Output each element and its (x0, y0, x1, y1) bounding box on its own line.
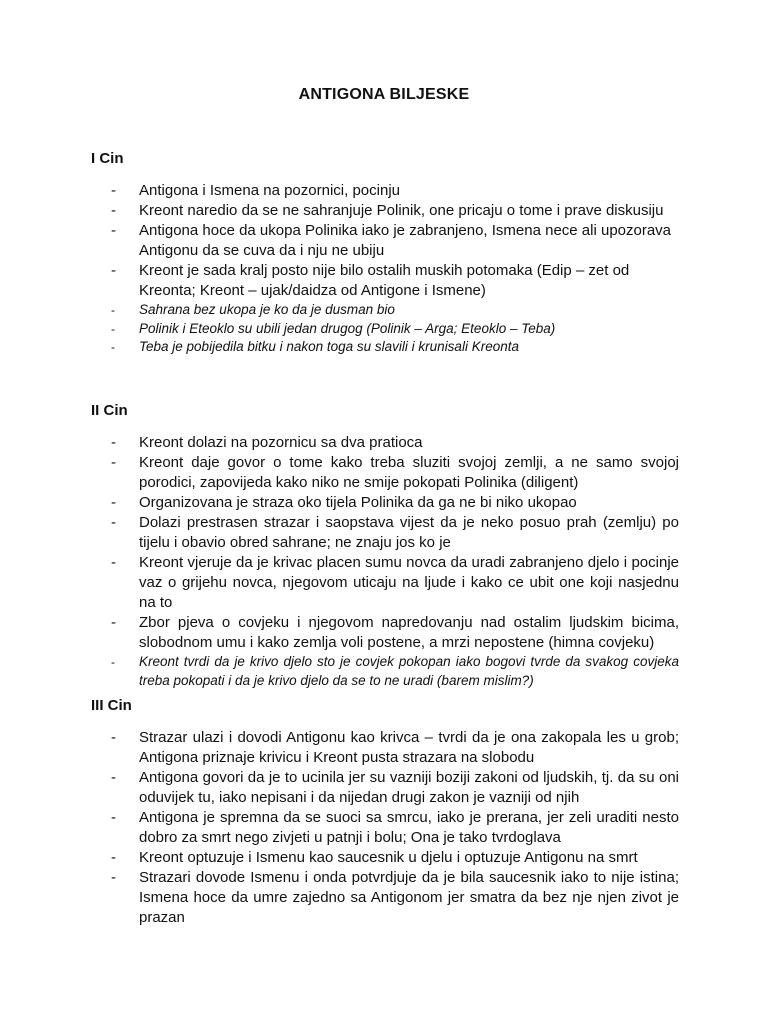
bullet-dash: - (111, 321, 115, 336)
bullet-dash: - (111, 769, 116, 786)
bullet-dash: - (111, 554, 116, 571)
list-item (111, 338, 679, 357)
list-item (111, 613, 679, 653)
bullet-dash: - (111, 182, 116, 199)
list-item-text: Antigona i Ismena na pozornici, pocinju (139, 182, 400, 199)
list-item (111, 201, 679, 221)
bullet-dash: - (111, 655, 115, 669)
list-item (111, 868, 679, 928)
list-item-text: Kreont tvrdi da je krivo djelo sto je covjek pokopan iako bogovi tvrde da svakog covjeka treba pokopati i da je krivo djelo da se to ne uradi (barem mislim?) (139, 654, 679, 688)
list-item (111, 181, 679, 201)
bullet-dash: - (111, 514, 116, 531)
bullet-dash: - (111, 494, 116, 511)
list-item-text: Kreont daje govor o tome kako treba sluziti svojoj zemlji, a ne samo svojoj porodici, zapovijeda kako niko ne smije pokopati Polinika (diligent) (139, 454, 679, 491)
list-item (111, 320, 679, 339)
bullet-dash: - (111, 849, 116, 866)
list-item-text: Antigona hoce da ukopa Polinika iako je zabranjeno, Ismena nece ali upozorava Antigonu da se cuva da i nju ne ubiju (139, 222, 672, 259)
section-2-list (111, 433, 679, 690)
section-heading-3: III Cin (91, 697, 132, 714)
bullet-dash: - (111, 729, 116, 746)
list-item-text: Kreont je sada kralj posto nije bilo ostalih muskih potomaka (Edip – zet od Kreonta; Kreont – ujak/daidza od Antigone i Ismene) (139, 262, 630, 299)
list-item-text: Kreont dolazi na pozornicu sa dva pratioca (139, 434, 423, 451)
list-item (111, 728, 679, 768)
list-item-text: Sahrana bez ukopa je ko da je dusman bio (139, 302, 395, 317)
list-item (111, 653, 679, 690)
list-item (111, 553, 679, 613)
list-item-text: Antigona govori da je to ucinila jer su vazniji boziji zakoni od ljudskih, tj. da su oni oduvijek tu, iako nepisani i da nijedan drugi zakon je vazniji od njih (139, 769, 679, 806)
bullet-dash: - (111, 303, 115, 317)
section-3-list (111, 728, 679, 928)
list-item-text: Strazari dovode Ismenu i onda potvrdjuje da je bila saucesnik iako to nije istina; Ismena hoce da umre zajedno sa Antigonom jer smatra da bez nje njen zivot je prazan (139, 869, 679, 926)
list-item-text: Kreont optuzuje i Ismenu kao saucesnik u djelu i optuzuje Antigonu na smrt (139, 849, 638, 866)
section-1-list (111, 181, 679, 357)
list-item-text: Polinik i Eteoklo su ubili jedan drugog (Polinik – Arga; Eteoklo – Teba) (139, 320, 556, 336)
bullet-dash: - (111, 262, 116, 279)
section-heading-2: II Cin (91, 402, 128, 419)
list-item-text: Antigona je spremna da se suoci sa smrcu, iako je prerana, jer zeli uraditi nesto dobro za smrt nego zivjeti u patnji i bolu; Ona je tako tvrdoglava (139, 809, 679, 846)
list-item (111, 808, 679, 848)
list-item (111, 513, 679, 553)
bullet-dash: - (111, 809, 116, 826)
list-item (111, 493, 679, 513)
bullet-dash: - (111, 869, 116, 886)
bullet-dash: - (111, 222, 116, 239)
bullet-dash: - (111, 454, 116, 471)
bullet-dash: - (111, 614, 116, 631)
list-item-text: Kreont naredio da se ne sahranjuje Polinik, one pricaju o tome i prave diskusiju (139, 202, 664, 219)
bullet-dash: - (111, 340, 115, 354)
list-item (111, 768, 679, 808)
document-title: ANTIGONA BILJESKE (298, 86, 470, 103)
list-item (111, 848, 679, 868)
list-item (111, 453, 679, 493)
bullet-dash: - (111, 434, 116, 451)
list-item (111, 221, 679, 261)
bullet-dash: - (111, 202, 116, 219)
list-item (111, 261, 679, 301)
list-item-text: Teba je pobijedila bitku i nakon toga su slavili i krunisali Kreonta (139, 339, 519, 354)
list-item-text: Strazar ulazi i dovodi Antigonu kao krivca – tvrdi da je ona zakopala les u grob; Antigona priznaje krivicu i Kreont pusta strazara na slobodu (139, 729, 679, 766)
list-item (111, 301, 679, 320)
section-heading-1: I Cin (91, 150, 124, 167)
list-item-text: Organizovana je straza oko tijela Polinika da ga ne bi niko ukopao (139, 494, 577, 511)
list-item (111, 433, 679, 453)
list-item-text: Zbor pjeva o covjeku i njegovom napredovanju nad ostalim ljudskim bicima, slobodnom umu i kako zemlja voli postene, a mrzi nepostene (himna covjeku) (139, 614, 679, 651)
list-item-text: Dolazi prestrasen strazar i saopstava vijest da je neko posuo prah (zemlju) po tijelu i obavio obred sahrane; ne znaju jos ko je (139, 514, 679, 551)
list-item-text: Kreont vjeruje da je krivac placen sumu novca da uradi zabranjeno djelo i pocinje vaz o grijehu novca, njegovom uticaju na ljude i kako ce ubit one koji nasjednu na to (139, 554, 679, 611)
